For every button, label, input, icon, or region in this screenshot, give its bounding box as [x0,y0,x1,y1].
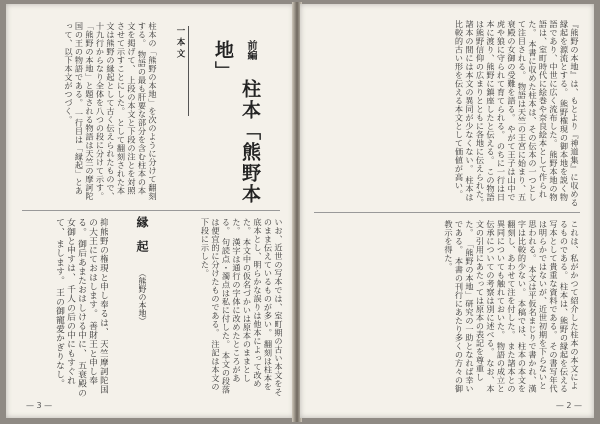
text-column: また諸本との異同についても触れておいた。 [496,220,517,393]
text-column: いお、近世の写本では、室町期の古い本文をそのまま伝えているものが多い。 [263,218,284,397]
text-column: 五衰殿の女御と申すは、 [65,218,86,398]
text-column: 本文の段落は便宜的に分けたものである。 [211,218,232,394]
text-column: まします。 [54,239,64,285]
text-column: 「熊野の本地」と題される物語は天竺の摩訶陀国の王の物語である。 [74,22,95,201]
text-column: 本稿では、柱本の本文を翻刻し、あわせて注を付した。 [507,220,528,393]
text-column: 物語の最も肝要な部分を含む柱本の本文を掲げて、 [127,22,148,195]
part-label: 前編 [245,40,256,60]
page-number: — 2 — [555,401,582,410]
engi-subheading: （熊野の本地） [138,269,147,326]
text-column: 物語の成立と伝承についての考察は別に述べる。 [486,220,507,393]
text-column: 善財王と申し奉る。 [76,218,97,385]
text-column: 柱本は比較的古い形を伝える本文として価値が高い。 [454,20,475,202]
text-column: 一行目は「縁起」とあって、以下本文がつづく。 [64,22,85,195]
left-bottom-text [158,218,284,398]
section-label: 一 本 文 [164,26,189,116]
text-column: 熊野本地の物語は、室町時代に絵巻や奈良絵本として作られた。 [528,20,559,202]
right-top-text [318,20,580,208]
page-title: 柱本「熊野本地」 [212,40,261,206]
text-column: 本書の刊行にあたり多くの方々の御教示を得た。 [444,220,465,393]
text-column: 天竺摩訶陀国の大王にておはします。 [87,218,108,395]
text-column: のちに一行は日本に渡り、熊野に鎮座したと伝える。 [486,20,507,202]
text-column: 上段の本文と下段の注とを対照させて示すことにした。 [116,22,137,195]
horizontal-rule [314,212,580,213]
text-column: 漢字は通行の字体に改めたところがある。 [221,218,242,383]
text-column: その書写年代は明らかではないが、近世初期を下らないと思われる。 [528,220,559,393]
text-column: 王の御寵愛かぎりなし。 [54,287,64,389]
text-column: 諸本の間には本文の異同が少なくない。 [465,20,475,173]
text-column: 注記は本文の下段に示した。 [200,218,221,391]
left-top-text [30,22,158,202]
right-bottom-text [318,220,580,396]
text-column: 句読点・濁点は私に付した。 [221,237,232,349]
text-column: この物語は熊野信仰の広まりとともに各地に伝えられた。 [475,20,496,207]
text-column: 翻刻は柱本を底本とし、明らかな誤りは他本によって改めた。 [242,218,274,391]
horizontal-rule [22,210,280,211]
right-page [300,4,594,418]
text-column: 物語は天竺の王宮に始まり、五衰殿の女御の受難を語る。 [507,20,528,202]
page-number: — 3 — [26,401,53,410]
text-column: なお、本文の引用にあたっては原本の表記を尊重した。 [465,220,496,393]
engi-text [22,218,108,398]
text-column: 熊野権現の御本地を説く物語であり、中世に広く流布した。 [549,20,570,202]
text-column: 本文は平仮名まじりで書かれ、漢字は比較的少ない。 [517,220,538,393]
text-column: やがて王子は山中で虎や狼に守られて育てられる。 [496,20,517,202]
text-column: 御后あまたおはしける中に、 [76,239,86,358]
text-column: 柱本は、熊野の縁起を伝える写本として貴重な資料である。 [549,220,570,393]
text-column: 柱本の「熊野の本地」を次のように分けて翻刻する。 [137,22,158,201]
text-column: 本書に収めた柱本は、その伝本の一つとして注目される。 [517,20,538,202]
text-column: 『熊野の本地』は、もとより『神道集』に収める縁起を源流とする。 [559,20,580,207]
text-column: これは、私がかつて紹介した柱本の本文によるものである。 [559,220,580,390]
engi-heading: 縁 起 [135,216,149,257]
title-block [204,40,264,210]
left-page [6,4,294,418]
text-column: 抑熊野の権現と申し奉るは、 [98,218,108,337]
engi-heading-block [112,216,152,336]
text-column: 本文中の仮名づかいは原本のままとした。 [232,218,253,383]
text-column: 千人の后の中にもすぐれて、 [54,218,75,385]
text-column: 十九行からなり全体を八つの段に分けて示す。 [95,22,106,201]
text-column: として翻刻された本文は熊野の縁起として古く伝えられたもので、 [106,22,127,201]
text-column: 「熊野の本地」研究の一助となれば幸いである。 [454,220,475,393]
